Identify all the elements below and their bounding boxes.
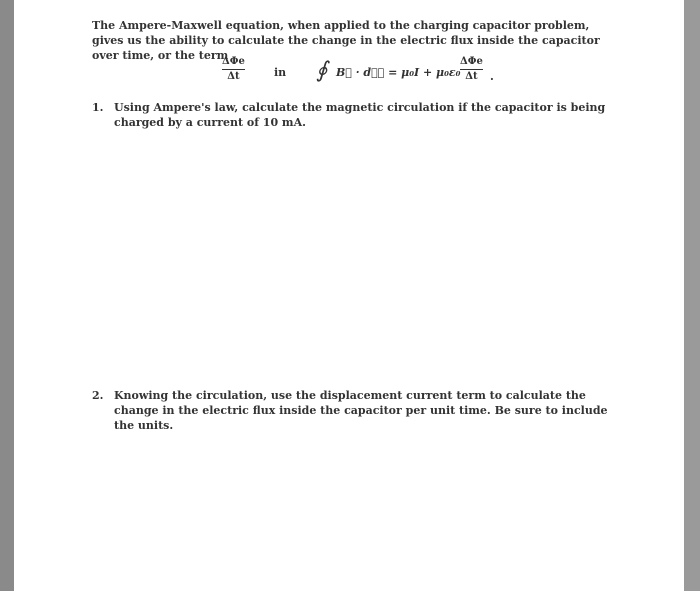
viewer-left-margin [0, 0, 14, 591]
question-number: 1. [92, 101, 104, 114]
fraction-numerator: ΔΦe [222, 56, 245, 67]
intro-paragraph: The Ampere-Maxwell equation, when applied to the charging capacitor problem, gives us the ability to calculate the change in the electric flux inside the capacitor over time, or the term [92, 19, 600, 62]
question-number: 2. [92, 389, 104, 402]
viewer-right-margin [684, 0, 700, 591]
fraction-bar [222, 69, 245, 70]
document-page [14, 0, 684, 591]
flux-rate-fraction [222, 56, 245, 83]
ampere-maxwell-equation: B⃗ · dℓ⃗ = μ₀I + μ₀ε₀ [336, 66, 461, 79]
rhs-flux-fraction [460, 56, 483, 83]
question-text: Knowing the circulation, use the displacement current term to calculate the change in the electric flux inside the capacitor per unit time. Be sure to include the units. [114, 389, 608, 432]
in-word: in [274, 66, 287, 79]
rhs-numerator: ΔΦe [460, 56, 483, 67]
fraction-denominator: Δt [227, 71, 240, 82]
equation-row [14, 56, 684, 94]
rhs-denominator: Δt [465, 71, 478, 82]
contour-integral-symbol: ∮ [316, 58, 328, 83]
question-text: Using Ampere's law, calculate the magnetic circulation if the capacitor is being charged by a current of 10 mA. [114, 101, 606, 129]
equation-period: . [490, 70, 494, 83]
rhs-fraction-bar [460, 69, 483, 70]
